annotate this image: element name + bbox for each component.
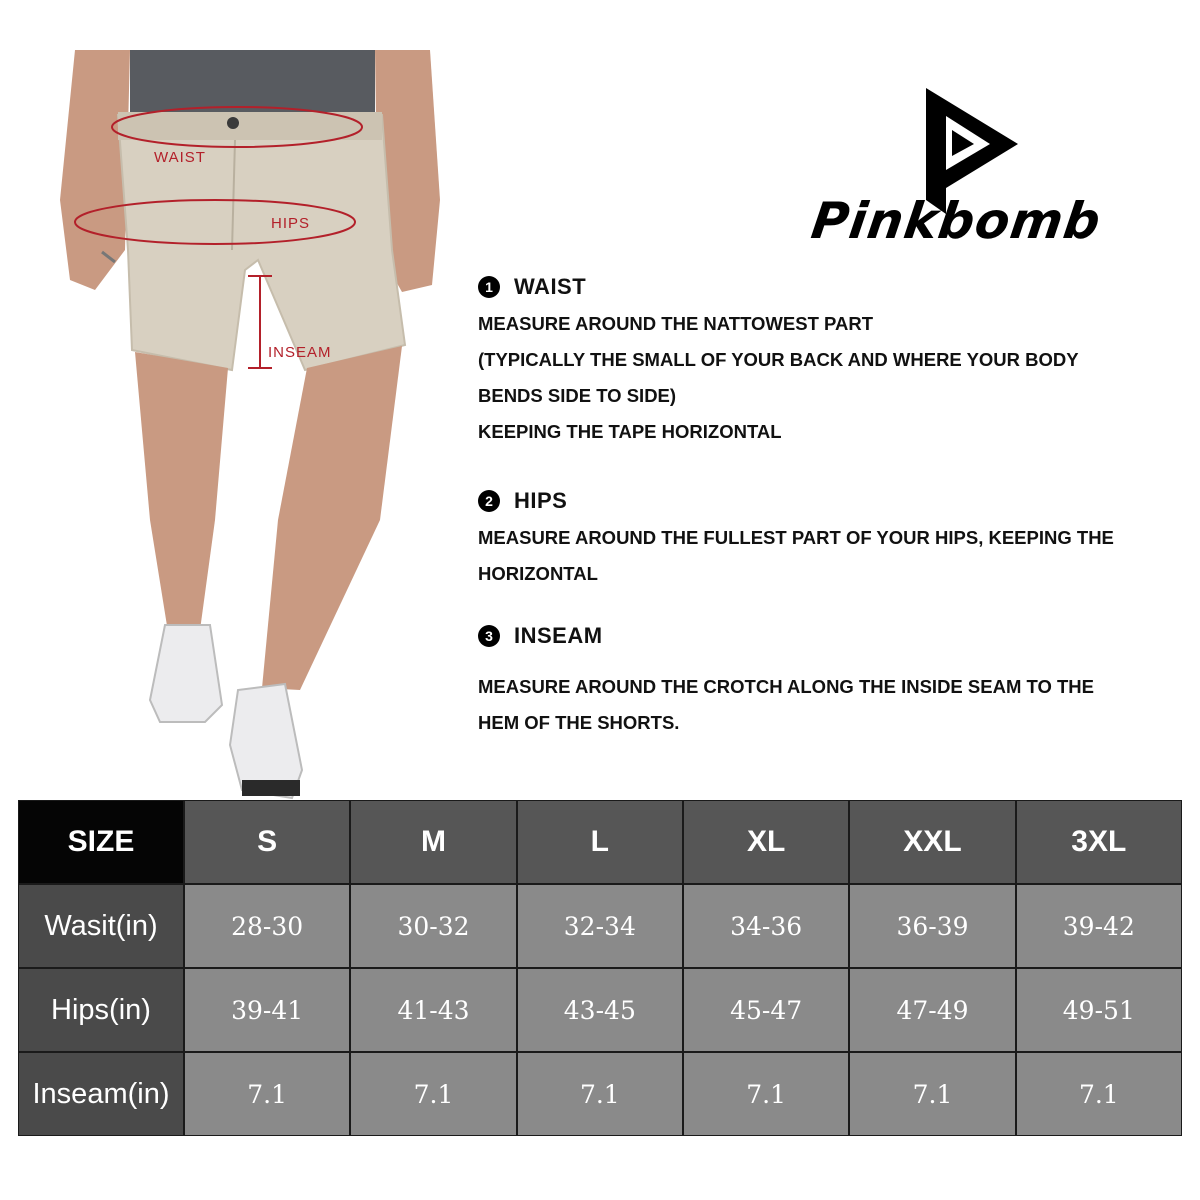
left-arm xyxy=(60,50,130,290)
table-cell: 32-34 xyxy=(517,884,683,968)
section-line: (TYPICALLY THE SMALL OF YOUR BACK AND WHERE YOUR BODY xyxy=(478,349,1079,370)
left-shoe xyxy=(150,625,222,722)
table-cell: 43-45 xyxy=(517,968,683,1052)
section-line: MEASURE AROUND THE FULLEST PART OF YOUR HIPS, KEEPING THE xyxy=(478,527,1114,548)
table-cell: 30-32 xyxy=(350,884,516,968)
table-cell: 39-42 xyxy=(1016,884,1182,968)
hips-label: HIPS xyxy=(271,215,311,232)
table-row xyxy=(18,1052,1182,1136)
size-header-cell: SIZE xyxy=(18,800,184,884)
model-illustration xyxy=(0,0,460,800)
section-title: WAIST xyxy=(514,274,587,299)
section-line: HEM OF THE SHORTS. xyxy=(478,712,680,733)
table-cell: 7.1 xyxy=(683,1052,849,1136)
section-title: HIPS xyxy=(514,488,568,513)
number-2-icon: 2 xyxy=(478,490,500,512)
waist-label: WAIST xyxy=(154,149,206,166)
section-line: HORIZONTAL xyxy=(478,563,598,584)
table-cell: 47-49 xyxy=(849,968,1015,1052)
waist-button-icon xyxy=(227,117,239,129)
number-3-icon: 3 xyxy=(478,625,500,647)
section-title: INSEAM xyxy=(514,623,603,648)
size-column-header: S xyxy=(184,800,350,884)
section-inseam xyxy=(478,621,1188,741)
table-row xyxy=(18,968,1182,1052)
section-hips xyxy=(478,486,1188,592)
brand-name: Pinkbomb xyxy=(807,192,1105,250)
table-cell: 39-41 xyxy=(184,968,350,1052)
size-column-header: XL xyxy=(683,800,849,884)
table-header-row xyxy=(18,800,1182,884)
table-cell: 7.1 xyxy=(350,1052,516,1136)
right-shoe-sole xyxy=(242,780,300,796)
row-label-inseam: Inseam(in) xyxy=(18,1052,184,1136)
table-cell: 7.1 xyxy=(184,1052,350,1136)
size-column-header: XXL xyxy=(849,800,1015,884)
size-column-header: L xyxy=(517,800,683,884)
row-label-hips: Hips(in) xyxy=(18,968,184,1052)
inseam-label: INSEAM xyxy=(268,344,332,361)
size-chart-table xyxy=(18,800,1182,1136)
section-line: BENDS SIDE TO SIDE) xyxy=(478,385,677,406)
section-line: MEASURE AROUND THE CROTCH ALONG THE INSIDE SEAM TO THE xyxy=(478,676,1095,697)
table-row xyxy=(18,884,1182,968)
table-cell: 7.1 xyxy=(517,1052,683,1136)
table-cell: 7.1 xyxy=(1016,1052,1182,1136)
table-cell: 41-43 xyxy=(350,968,516,1052)
left-leg xyxy=(135,352,228,632)
table-cell: 34-36 xyxy=(683,884,849,968)
number-1-icon: 1 xyxy=(478,276,500,298)
row-label-waist: Wasit(in) xyxy=(18,884,184,968)
section-waist xyxy=(478,272,1188,450)
section-line: MEASURE AROUND THE NATTOWEST PART xyxy=(478,313,874,334)
right-leg xyxy=(262,346,402,690)
table-cell: 36-39 xyxy=(849,884,1015,968)
size-column-header: 3XL xyxy=(1016,800,1182,884)
product-photo xyxy=(0,0,460,800)
section-line: KEEPING THE TAPE HORIZONTAL xyxy=(478,421,782,442)
table-cell: 49-51 xyxy=(1016,968,1182,1052)
table-cell: 45-47 xyxy=(683,968,849,1052)
size-column-header: M xyxy=(350,800,516,884)
table-cell: 7.1 xyxy=(849,1052,1015,1136)
table-cell: 28-30 xyxy=(184,884,350,968)
